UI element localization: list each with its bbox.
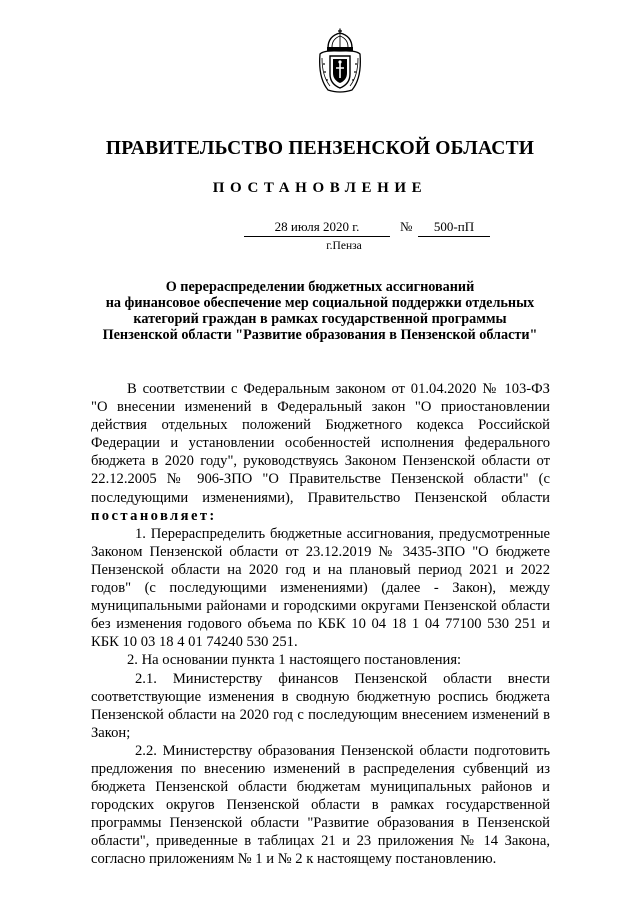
city: г.Пенза	[326, 240, 362, 252]
penza-coat-of-arms-icon	[316, 28, 364, 94]
number-sign: №	[400, 219, 413, 234]
paragraph-1: 1. Перераспределить бюджетные ассигнования, предусмотренные Законом Пензенской области от 23.12.2019 № 3435-ЗПО "О бюджете Пензенской области на 2020 год и на плановый период 2021 и 2022 годов" (с последующими изменениями) (далее - Закон), между муниципальными районами и городскими округами Пензенской области без изменения годового объема по КБК 10 04 18 1 04 77100 530 251 и КБК 10 03 18 4 01 74240 530 251.	[91, 525, 550, 651]
decree-word: постановляет:	[91, 507, 217, 524]
preamble-paragraph	[91, 380, 550, 525]
document-date: 28 июля 2020 г.	[244, 219, 390, 237]
paragraph-2: 2. На основании пункта 1 настоящего постановления:	[127, 652, 462, 669]
date-number-line	[244, 219, 494, 237]
preamble-text: В соответствии с Федеральным законом от 01.04.2020 № 103-ФЗ "О внесении изменений в Федеральный закон "О приостановлении действия отдельных положений Бюджетного кодекса Российской Федерации и установлении особенностей исполнения федерального бюджета в 2020 году", руководствуясь Законом Пензенской области от 22.12.2005 № 906-ЗПО "О Правительстве Пензенской области" (с последующими изменениями), Правительство Пензенской области	[91, 381, 550, 506]
document-type: ПОСТАНОВЛЕНИЕ	[212, 180, 428, 196]
document-number: 500-пП	[418, 219, 490, 237]
document-title	[100, 279, 540, 343]
paragraph-2-1: 2.1. Министерству финансов Пензенской области внести соответствующие изменения в сводную бюджетную роспись бюджета Пензенской области на 2020 год с последующим внесением изменений в Закон;	[91, 670, 550, 741]
title-line: на финансовое обеспечение мер социальной поддержки отдельных	[105, 295, 535, 311]
title-line: О перераспределении бюджетных ассигнований	[165, 279, 475, 295]
paragraph-2-2: 2.2. Министерству образования Пензенской области подготовить предложения по внесению изменений в распределения субвенций из бюджета Пензенской области бюджетам муниципальных районов и городских округов Пензенской области в рамках государственной программы Пензенской области "Развитие образования в Пензенской области", приведенные в таблицах 21 и 23 приложения № 14 Закона, согласно приложениям № 1 и № 2 к настоящему постановлению.	[91, 742, 550, 868]
organization-title: ПРАВИТЕЛЬСТВО ПЕНЗЕНСКОЙ ОБЛАСТИ	[105, 138, 535, 159]
title-line: категорий граждан в рамках государственной программы	[133, 311, 507, 327]
document-body	[91, 380, 550, 869]
title-line: Пензенской области "Развитие образования в Пензенской области"	[102, 327, 538, 343]
